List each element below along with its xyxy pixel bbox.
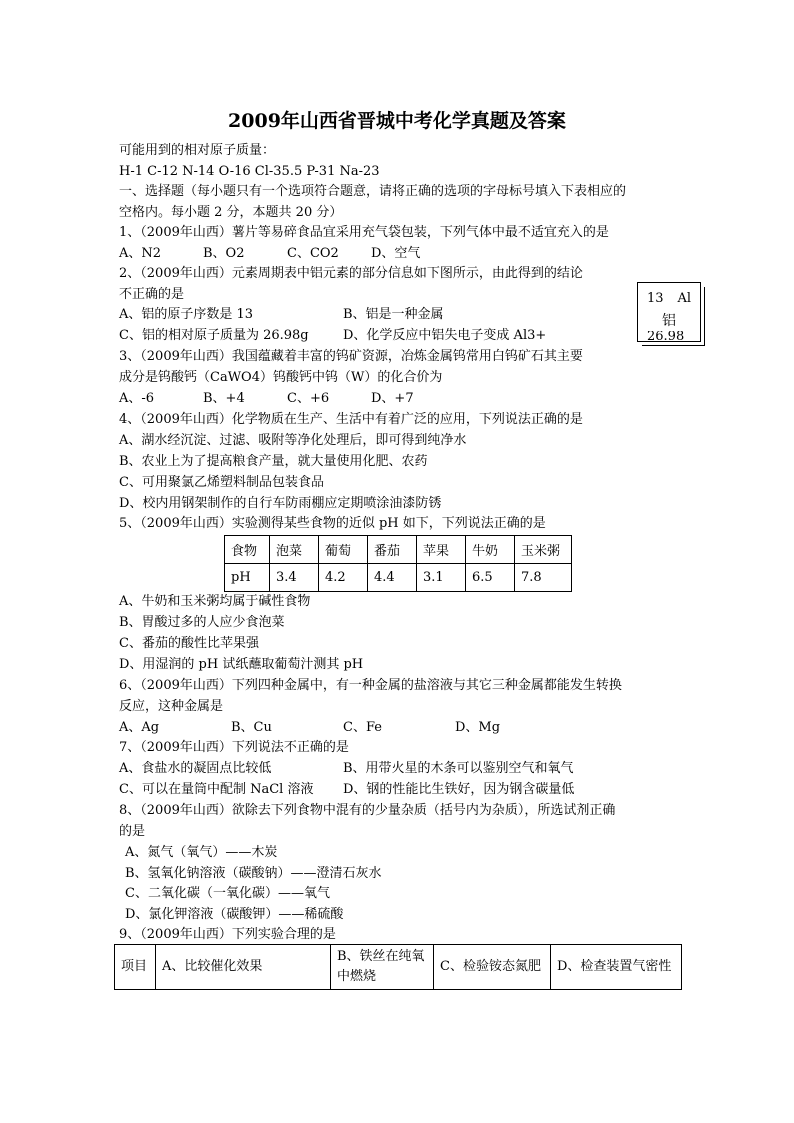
q6-option-a: A、Ag (119, 720, 160, 735)
q3-stem-line1: 3、（2009年山西）我国蕴藏着丰富的钨矿资源，冶炼金属钨常用白钨矿石其主要 (119, 349, 583, 364)
page-title: 2009年山西省晋城中考化学真题及答案 (228, 110, 566, 132)
element-symbol: Al (677, 291, 691, 306)
q3-option-a: A、-6 (119, 391, 155, 406)
q8-stem-line2: 的是 (119, 824, 146, 839)
ph-table-value-row (225, 564, 572, 592)
q8-option-a: A、氮气（氧气）——木炭 (125, 845, 278, 860)
q1-options (119, 244, 420, 264)
q7-options-row2 (119, 780, 574, 800)
q9-stem: 9、（2009年山西）下列实验合理的是 (119, 927, 336, 942)
q5-option-c: C、番茄的酸性比苹果强 (119, 636, 259, 651)
table-cell: B、铁丝在纯氧中燃烧 (331, 945, 434, 990)
table-cell: 番茄 (368, 536, 417, 564)
q6-option-b: B、Cu (231, 720, 272, 735)
q6-stem-line2: 反应，这种金属是 (119, 699, 224, 714)
q5-option-d: D、用湿润的 pH 试纸蘸取葡萄汁测其 pH (119, 657, 364, 672)
q2-options-row2 (119, 326, 546, 346)
q3-option-d: D、+7 (371, 391, 414, 406)
q2-stem-line2: 不正确的是 (119, 287, 185, 302)
q3-options (119, 389, 414, 409)
q4-stem: 4、（2009年山西）化学物质在生产、生活中有着广泛的应用，下列说法正确的是 (119, 412, 583, 427)
q3-option-b: B、+4 (203, 391, 245, 406)
q4-option-d: D、校内用钢架制作的自行车防雨棚应定期喷涂油漆防锈 (119, 496, 442, 511)
q7-option-b: B、用带火星的木条可以鉴别空气和氧气 (343, 761, 574, 776)
table-cell: 食物 (225, 536, 270, 564)
q6-options (119, 718, 500, 738)
q5-option-a: A、牛奶和玉米粥均属于碱性食物 (119, 594, 311, 609)
q6-stem-line1: 6、（2009年山西）下列四种金属中，有一种金属的盐溶液与其它三种金属都能发生转换 (119, 678, 622, 693)
q7-option-d: D、钢的性能比生铁好，因为钢含碳量低 (343, 782, 575, 797)
q2-options-row1 (119, 305, 444, 325)
table-cell: 项目 (115, 945, 156, 990)
q8-option-d: D、氯化钾溶液（碳酸钾）——稀硫酸 (125, 907, 344, 922)
q5-option-b: B、胃酸过多的人应少食泡菜 (119, 615, 285, 630)
q1-option-a: A、N2 (119, 246, 162, 261)
q7-option-c: C、可以在量筒中配制 NaCl 溶液 (119, 782, 314, 797)
q6-option-d: D、Mg (455, 720, 501, 735)
element-name: 铝 (662, 313, 676, 329)
q7-stem: 7、（2009年山西）下列说法不正确的是 (119, 740, 349, 755)
q9-table (114, 944, 682, 990)
table-cell: 4.2 (319, 564, 368, 592)
q8-option-c: C、二氧化碳（一氧化碳）——氧气 (125, 886, 330, 901)
atomic-mass: 26.98 (647, 331, 685, 343)
atomic-number: 13 (647, 291, 664, 306)
section1-heading-line1: 一、选择题（每小题只有一个选项符合题意，请将正确的选项的字母标号填入下表相应的 (119, 184, 627, 199)
q6-option-c: C、Fe (343, 720, 382, 735)
periodic-table-cell-aluminum (637, 282, 701, 342)
q9-table-row (115, 945, 682, 990)
q7-option-a: A、食盐水的凝固点比较低 (119, 761, 272, 776)
table-cell: C、检验铵态氮肥 (434, 945, 551, 990)
q8-option-b: B、氢氧化钠溶液（碳酸钠）——澄清石灰水 (125, 866, 382, 881)
q3-stem-line2: 成分是钨酸钙（CaWO4）钨酸钙中钨（W）的化合价为 (119, 370, 443, 385)
table-cell: 玉米粥 (515, 536, 572, 564)
table-cell: 苹果 (417, 536, 466, 564)
q1-option-d: D、空气 (371, 246, 421, 261)
table-cell: 7.8 (515, 564, 572, 592)
ph-table-header-row (225, 536, 572, 564)
q1-option-b: B、O2 (203, 246, 245, 261)
table-cell: 泡菜 (270, 536, 319, 564)
table-cell: 葡萄 (319, 536, 368, 564)
q2-option-a: A、铝的原子序数是 13 (119, 307, 254, 322)
table-cell: pH (225, 564, 270, 592)
atomic-mass-label: 可能用到的相对原子质量： (119, 143, 276, 158)
q2-option-b: B、铝是一种金属 (343, 307, 444, 322)
q4-option-b: B、农业上为了提高粮食产量，就大量使用化肥、农药 (119, 454, 428, 469)
q8-stem-line1: 8、（2009年山西）欲除去下列食物中混有的少量杂质（括号内为杂质），所选试剂正确 (119, 803, 616, 818)
q1-option-c: C、CO2 (287, 246, 339, 261)
q2-option-c: C、铝的相对原子质量为 26.98g (119, 328, 309, 343)
q2-stem-line1: 2、（2009年山西）元素周期表中铝元素的部分信息如下图所示，由此得到的结论 (119, 266, 583, 281)
table-cell: 牛奶 (466, 536, 515, 564)
table-cell: 6.5 (466, 564, 515, 592)
q2-option-d: D、化学反应中铝失电子变成 Al3+ (343, 328, 547, 343)
q7-options-row1 (119, 759, 574, 779)
table-cell: 3.4 (270, 564, 319, 592)
table-cell: D、检查装置气密性 (551, 945, 682, 990)
ph-table (224, 535, 572, 592)
q1-stem: 1、（2009年山西）薯片等易碎食品宜采用充气袋包装，下列气体中最不适宜充入的是 (119, 225, 609, 240)
q4-option-a: A、湖水经沉淀、过滤、吸附等净化处理后，即可得到纯净水 (119, 433, 467, 448)
q5-stem: 5、（2009年山西）实验测得某些食物的近似 pH 如下，下列说法正确的是 (119, 516, 546, 531)
q4-option-c: C、可用聚氯乙烯塑料制品包装食品 (119, 475, 324, 490)
section1-heading-line2: 空格内。每小题 2 分，本题共 20 分） (119, 205, 343, 220)
table-cell: A、比较催化效果 (156, 945, 331, 990)
table-cell: 4.4 (368, 564, 417, 592)
atomic-mass-list: H-1 C-12 N-14 O-16 Cl-35.5 P-31 Na-23 (119, 164, 380, 179)
q3-option-c: C、+6 (287, 391, 330, 406)
table-cell: 3.1 (417, 564, 466, 592)
